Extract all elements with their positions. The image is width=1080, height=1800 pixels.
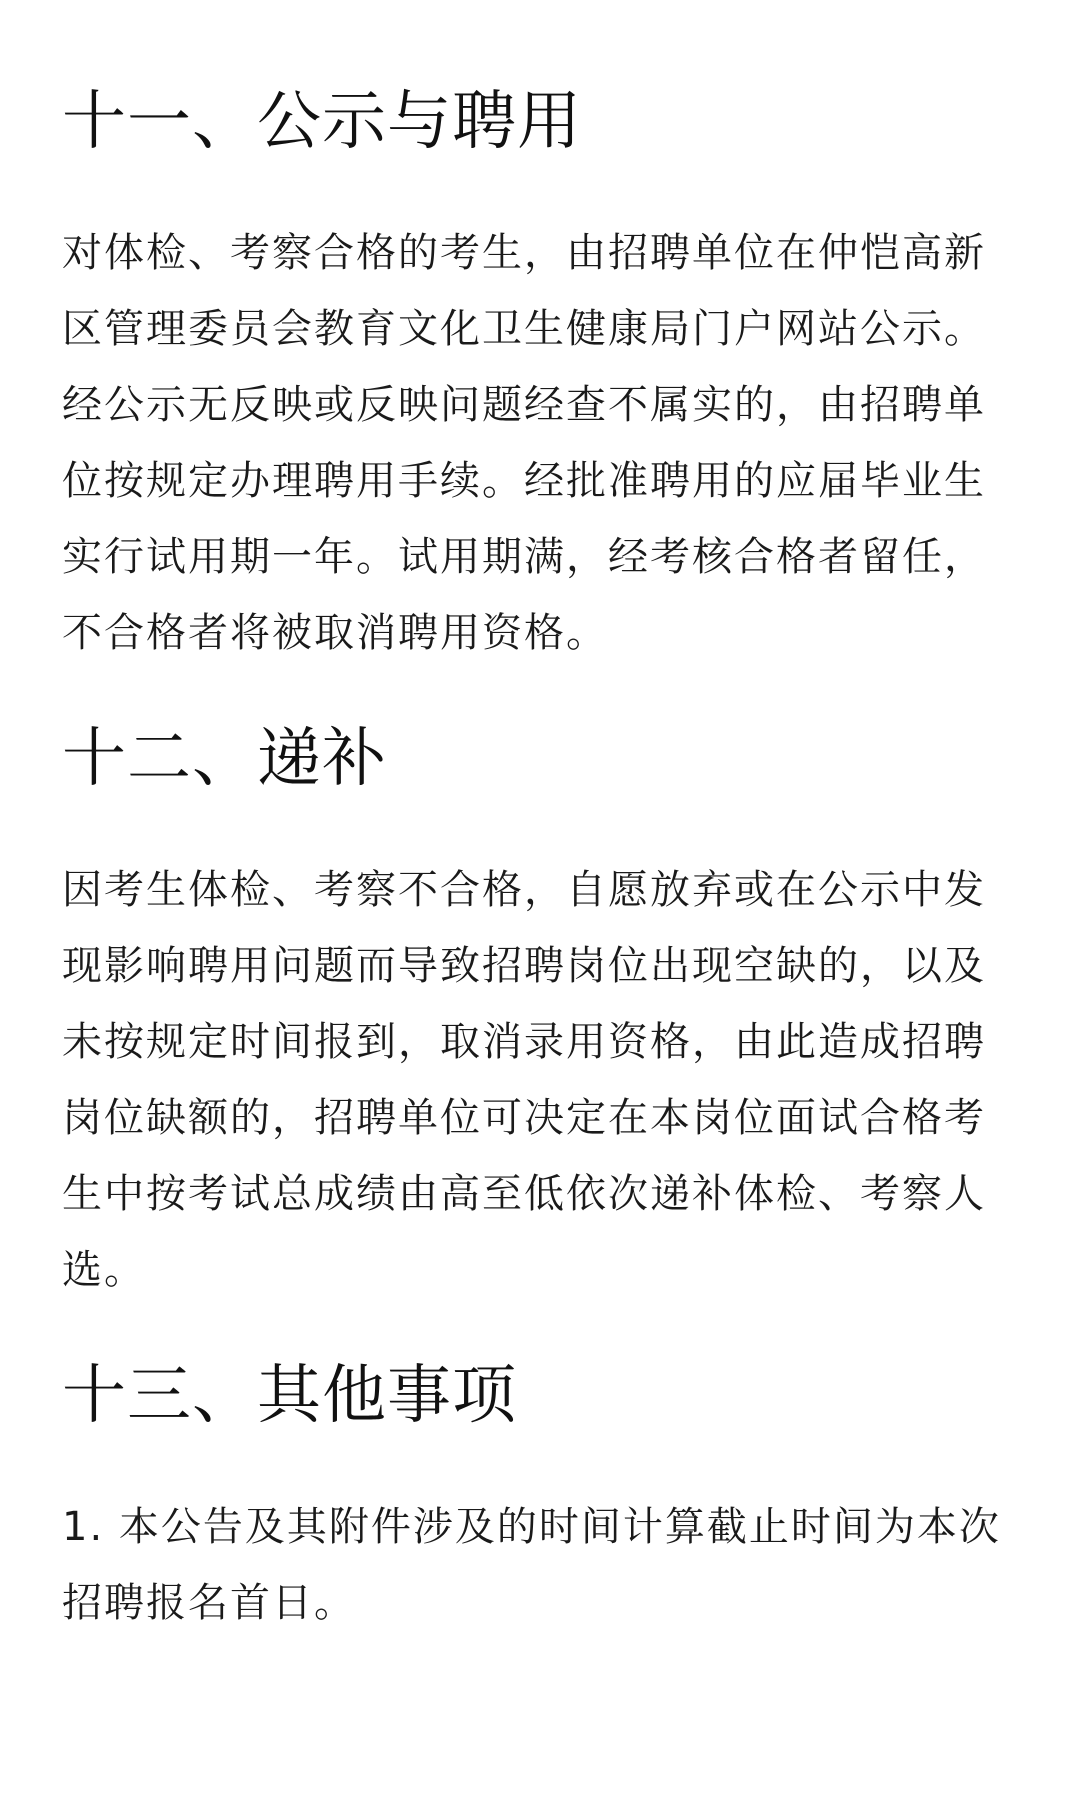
section-title-replacement: 十二、递补 xyxy=(62,722,387,796)
section-title-publicity-and-employment: 十一、公示与聘用 xyxy=(62,85,582,159)
section-body-replacement: 因考生体检、考察不合格，自愿放弃或在公示中发现影响聘用问题而导致招聘岗位出现空缺的，以及未按规定时间报到，取消录用资格，由此造成招聘岗位缺额的，招聘单位可决定在本岗位面试合格考生中按考试总成绩由高至低依次递补体检、考察人选。 xyxy=(62,867,986,1293)
section-body-publicity-and-employment: 对体检、考察合格的考生，由招聘单位在仲恺高新区管理委员会教育文化卫生健康局门户网站公示。经公示无反映或反映问题经查不属实的，由招聘单位按规定办理聘用手续。经批准聘用的应届毕业生实行试用期一年。试用期满，经考核合格者留任，不合格者将被取消聘用资格。 xyxy=(62,230,986,656)
section-title-other-matters: 十三、其他事项 xyxy=(62,1359,517,1433)
section-body-other-matters: 1. 本公告及其附件涉及的时间计算截止时间为本次招聘报名首日。 xyxy=(62,1504,1001,1626)
